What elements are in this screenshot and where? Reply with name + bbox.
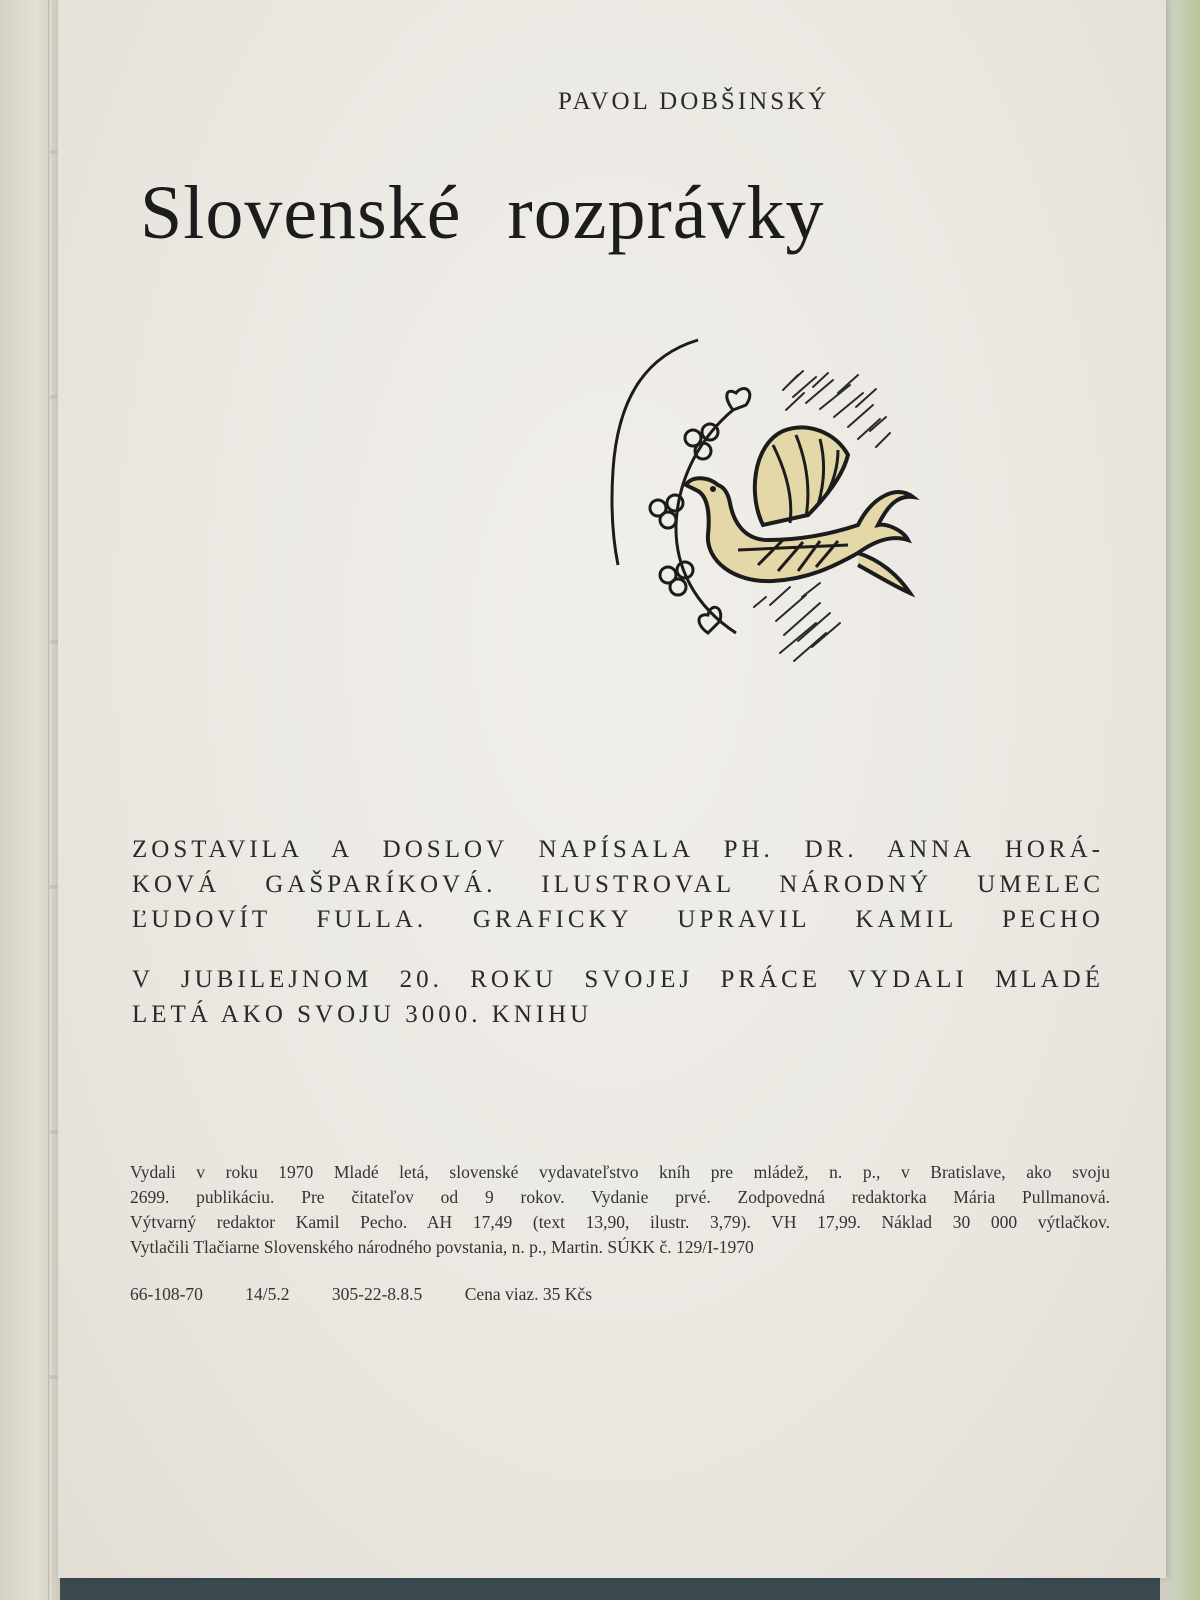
book-cover-edge <box>1160 0 1200 1600</box>
credits-line: KOVÁ GAŠPARÍKOVÁ. ILUSTROVAL NÁRODNÝ UMELEC <box>132 871 1104 898</box>
imprint-line: Vydali v roku 1970 Mladé letá, slovenské vydavateľstvo kníh pre mládež, n. p., v Bratislave, ako svoju <box>130 1162 1110 1182</box>
jubilee-note <box>132 962 1104 1032</box>
bird-with-clover-branch-illustration <box>558 335 938 675</box>
imprint-line: 2699. publikáciu. Pre čitateľov od 9 rokov. Vydanie prvé. Zodpovedná redaktorka Mária Pullmanová. <box>130 1187 1110 1207</box>
jubilee-line: V JUBILEJNOM 20. ROKU SVOJEJ PRÁCE VYDALI MLADÉ <box>132 966 1104 993</box>
binding-stitch <box>50 395 58 399</box>
book-title: Slovenské rozprávky <box>140 171 825 255</box>
catalog-code: 66-108-70 <box>130 1284 203 1304</box>
binding-stitch <box>50 640 58 644</box>
imprint-line: Výtvarný redaktor Kamil Pecho. AH 17,49 (text 13,90, ilustr. 3,79). VH 17,99. Náklad 30 000 výtlačkov. <box>130 1212 1110 1232</box>
previous-page-edge <box>0 0 60 1600</box>
credits-block <box>132 832 1104 937</box>
credits-line: ĽUDOVÍT FULLA. GRAFICKY UPRAVIL KAMIL PECHO <box>132 906 1104 933</box>
imprint-block <box>130 1160 1110 1260</box>
book-spine <box>48 0 51 1600</box>
classification-code: 14/5.2 <box>245 1284 290 1304</box>
credits-line: ZOSTAVILA A DOSLOV NAPÍSALA PH. DR. ANNA HORÁ- <box>132 836 1104 863</box>
title-page <box>58 0 1166 1578</box>
registry-code: 305-22-8.8.5 <box>331 1284 423 1304</box>
imprint-line: Vytlačili Tlačiarne Slovenského národného povstania, n. p., Martin. SÚKK č. 129/I-1970 <box>130 1237 754 1257</box>
author-name: PAVOL DOBŠINSKÝ <box>558 88 830 115</box>
binding-stitch <box>50 885 58 889</box>
publication-codes <box>130 1284 630 1305</box>
binding-stitch <box>50 150 58 154</box>
binding-stitch <box>50 1130 58 1134</box>
price-label: Cena viaz. 35 Kčs <box>464 1284 593 1304</box>
jubilee-line: LETÁ AKO SVOJU 3000. KNIHU <box>132 1001 593 1028</box>
binding-stitch <box>50 1375 58 1379</box>
